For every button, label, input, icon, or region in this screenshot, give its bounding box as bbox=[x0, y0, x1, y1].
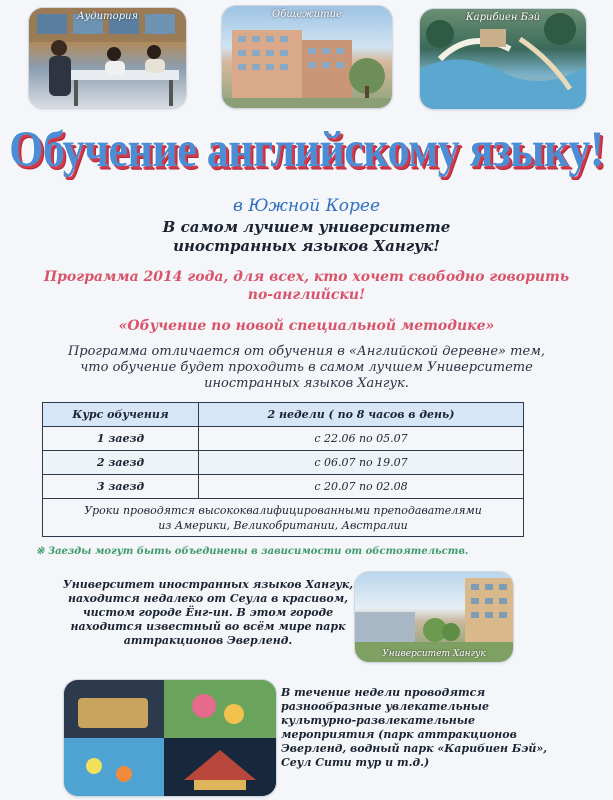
header-course: Курс обучения bbox=[43, 403, 199, 427]
auditorium-photo bbox=[29, 8, 186, 108]
footnote: ※ Заезды могут быть объединены в зависимости от обстоятельств. bbox=[36, 546, 469, 557]
row-label: 2 заезд bbox=[43, 451, 199, 475]
events-line3: культурно-развлекательные bbox=[281, 714, 476, 727]
university-line3: чистом городе Ёнг-ин. В этом городе bbox=[82, 606, 334, 619]
teachers-note-line2: из Америки, Великобритании, Австралии bbox=[158, 518, 408, 532]
row-label: 1 заезд bbox=[43, 427, 199, 451]
table-note-row bbox=[43, 499, 524, 537]
dormitory-caption: Общежитие bbox=[272, 9, 342, 20]
events-line5: Эверленд, водный парк «Карибиен Бэй», bbox=[281, 742, 548, 755]
university-caption: Университет Хангук bbox=[382, 649, 486, 659]
caribbean-bay-caption: Карибиен Бэй bbox=[465, 12, 541, 23]
south-korea-subtitle: в Южной Корее bbox=[232, 196, 381, 216]
header-duration: 2 недели ( по 8 часов в день) bbox=[199, 403, 524, 427]
university-photo bbox=[355, 572, 513, 662]
teachers-note bbox=[43, 499, 524, 537]
events-collage-photo bbox=[64, 680, 276, 796]
description-line2: что обучение будет проходить в самом лучшем Университете bbox=[80, 360, 533, 375]
university-line5: аттракционов Эверленд. bbox=[123, 634, 293, 647]
program-tagline-line1: Программа 2014 года, для всех, кто хочет свободно говорить bbox=[43, 269, 570, 285]
row-dates: с 20.07 по 02.08 bbox=[199, 475, 524, 499]
events-line4: мероприятия (парк аттракционов bbox=[281, 728, 517, 741]
auditorium-scene-icon bbox=[29, 8, 186, 108]
university-subtitle-line2: иностранных языков Хангук! bbox=[173, 237, 440, 255]
row-dates: с 06.07 по 19.07 bbox=[199, 451, 524, 475]
university-subtitle bbox=[0, 218, 613, 256]
events-line6: Сеул Сити тур и т.д.) bbox=[281, 756, 430, 769]
teachers-note-line1: Уроки проводятся высококвалифицированными преподавателями bbox=[84, 503, 482, 517]
auditorium-caption: Аудитория bbox=[76, 11, 139, 22]
caribbean-bay-photo bbox=[420, 9, 586, 109]
events-line2: разнообразные увлекательные bbox=[281, 700, 489, 713]
method-title: «Обучение по новой специальной методике» bbox=[118, 318, 495, 334]
table-header-row bbox=[43, 403, 524, 427]
row-label: 3 заезд bbox=[43, 475, 199, 499]
dormitory-building-icon bbox=[222, 6, 392, 108]
university-description bbox=[60, 578, 356, 648]
table-row bbox=[43, 427, 524, 451]
water-park-icon bbox=[420, 9, 586, 109]
program-tagline bbox=[0, 268, 613, 304]
main-headline: Обучение английскому языку! bbox=[9, 121, 604, 178]
university-line2: находится недалеко от Сеула в красивом, bbox=[67, 592, 349, 605]
row-dates: с 22.06 по 05.07 bbox=[199, 427, 524, 451]
table-row bbox=[43, 451, 524, 475]
university-subtitle-line1: В самом лучшем университете bbox=[162, 218, 451, 236]
dormitory-photo bbox=[222, 6, 392, 108]
table-row bbox=[43, 475, 524, 499]
university-line4: находится известный во всём мире парк bbox=[70, 620, 346, 633]
events-collage-icon bbox=[64, 680, 276, 796]
description-line3: иностранных языков Хангук. bbox=[204, 376, 409, 391]
events-line1: В течение недели проводятся bbox=[281, 686, 486, 699]
program-description bbox=[0, 344, 613, 392]
description-line1: Программа отличается от обучения в «Английской деревне» тем, bbox=[67, 344, 546, 359]
program-tagline-line2: по-английски! bbox=[247, 287, 366, 303]
schedule-table bbox=[42, 402, 524, 537]
events-description bbox=[281, 686, 571, 770]
university-line1: Университет иностранных языков Хангук, bbox=[62, 578, 354, 591]
